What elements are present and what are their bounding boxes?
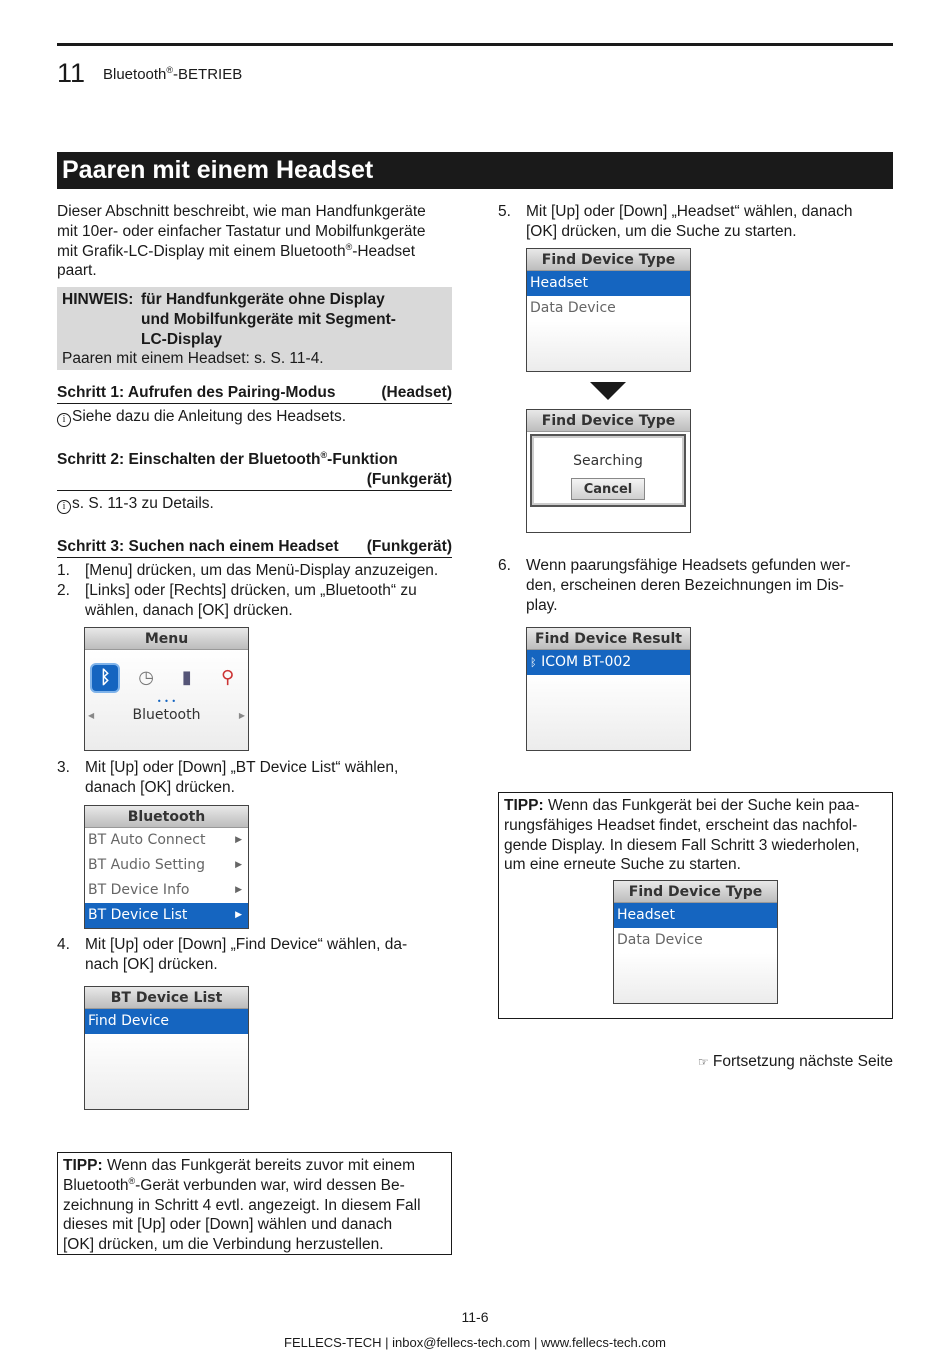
menu-item-selected: BT Device List ▶ [85, 903, 248, 928]
screen-title: Find Device Type [527, 410, 690, 432]
note-box: HINWEIS: für Handfunkgeräte ohne Display und Mobilfunkgeräte mit Segment- LC-Display Paaren mit einem Headset: s. S. 11-4. [57, 287, 452, 370]
searching-dialog: Searching Cancel [530, 434, 686, 507]
step3 [57, 537, 452, 558]
step1-heading: Schritt 1: Aufrufen des Pairing-Modus (Headset) [57, 383, 452, 404]
bt-device-list-screen [84, 986, 249, 1110]
menu-item: BT Audio Setting ▶ [85, 853, 248, 878]
footer-contact: FELLECS-TECH | inbox@fellecs-tech.com | www.fellecs-tech.com [284, 1335, 666, 1350]
step2-heading: Schritt 2: Einschalten der Bluetooth®-Funktion (Funkgerät) [57, 450, 452, 491]
page-number: 11-6 [461, 1309, 489, 1325]
menu-item-selected: Find Device [85, 1009, 248, 1034]
bluetooth-icon: ᛒ [90, 663, 120, 693]
screen-title: Find Device Type [527, 249, 690, 271]
menu-label: Bluetooth [132, 707, 201, 723]
tip-label: TIPP: [63, 1157, 103, 1174]
pointing-hand-icon: ☞ [697, 1055, 709, 1069]
step2: Schritt 2: Einschalten der Bluetooth®-Funktion (Funkgerät) i s. S. 11-3 zu Details. [57, 449, 452, 512]
menu-item: BT Auto Connect ▶ [85, 828, 248, 853]
list-item-6: 6. Wenn paarungsfähige Headsets gefunden wer- den, erscheinen deren Bezeichnungen im Dis- play. [498, 557, 851, 614]
arrow-down-icon [590, 382, 626, 400]
header-rule [57, 43, 893, 46]
tip-label: TIPP: [504, 797, 544, 814]
search-alert-icon: ⚲ [221, 667, 235, 689]
menu-item-selected: ᛒ ICOM BT-002 [527, 650, 690, 675]
menu-screen: Menu ᛒ ◷ ▮ ⚲ • • • ◀ Bluetooth ▶ [84, 627, 249, 751]
chevron-right-icon: ▶ [235, 910, 242, 920]
menu-item-selected: Headset [614, 903, 777, 928]
screen-title: BT Device List [85, 987, 248, 1009]
note-label: HINWEIS: [62, 291, 134, 308]
chapter-number: 11 [57, 58, 86, 88]
step3-heading: Schritt 3: Suchen nach einem Headset (Funkgerät) [57, 537, 452, 558]
screen-title: Find Device Type [614, 881, 777, 903]
find-device-result-screen [526, 627, 691, 751]
menu-item: Data Device [617, 932, 703, 948]
menu-item: BT Device Info ▶ [85, 878, 248, 903]
radio-icon: ▮ [181, 667, 192, 689]
screen-title: Find Device Result [527, 628, 690, 650]
continuation-note: ☞ Fortsetzung nächste Seite [697, 1053, 893, 1070]
list-item-2: 2. [Links] oder [Rechts] drücken, um „Bluetooth“ zu wählen, danach [OK] drücken. [57, 582, 417, 619]
menu-item: Data Device [530, 300, 616, 316]
clock-icon: ◷ [138, 667, 154, 689]
info-icon: i [57, 500, 71, 514]
tip-find-device-type-screen [613, 880, 778, 1004]
tip-box-right: TIPP: Wenn das Funkgerät bei der Suche kein paa- rungsfähiges Headset findet, erscheint das nachfol- gende Display. In diesem Fall Schritt 3 wiederholen, um eine erneute Suche zu starten. Find Device Type Headset Data Device [498, 792, 893, 1019]
cancel-button[interactable]: Cancel [571, 478, 646, 500]
tip-box-left: TIPP: Wenn das Funkgerät bereits zuvor mit einem Bluetooth®-Gerät verbunden war, wird dessen Be- zeichnung in Schritt 4 evtl. angezeigt. In diesem Fall dieses mit [Up] oder [Down] wählen und danach [OK] drücken, um die Verbindung herzustellen. [57, 1152, 452, 1255]
list-item-4: 4. Mit [Up] oder [Down] „Find Device“ wählen, da- nach [OK] drücken. [57, 936, 408, 973]
screen-title: Bluetooth [85, 806, 248, 828]
section-title: Paaren mit einem Headset [57, 152, 893, 189]
intro-paragraph: Dieser Abschnitt beschreibt, wie man Handfunkgeräte mit 10er- oder einfacher Tastatur und Mobilfunkgeräte mit Grafik-LC-Display mit einem Bluetooth®-Headset paart. [57, 203, 426, 280]
chevron-right-icon: ▶ [235, 835, 242, 845]
searching-screen [526, 409, 691, 533]
headset-icon: ᛒ [530, 656, 537, 669]
arrow-left-icon: ◀ [88, 711, 95, 720]
bluetooth-screen [84, 805, 249, 929]
info-icon: i [57, 413, 71, 427]
list-item-5: 5. Mit [Up] oder [Down] „Headset“ wählen, danach [OK] drücken, um die Suche zu starten. [498, 203, 853, 240]
menu-item-selected: Headset [527, 271, 690, 296]
chevron-right-icon: ▶ [235, 885, 242, 895]
chapter-title: Bluetooth®-BETRIEB [103, 65, 243, 83]
list-item-3: 3. Mit [Up] oder [Down] „BT Device List“ wählen, danach [OK] drücken. [57, 759, 399, 796]
step1: Schritt 1: Aufrufen des Pairing-Modus (Headset) i Siehe dazu die Anleitung des Headsets. [57, 384, 452, 425]
find-device-type-screen [526, 248, 691, 372]
list-item-1: 1. [Menu] drücken, um das Menü-Display anzuzeigen. [57, 562, 439, 579]
chevron-right-icon: ▶ [235, 860, 242, 870]
arrow-right-icon: ▶ [238, 711, 245, 720]
screen-title: Menu [85, 628, 248, 650]
